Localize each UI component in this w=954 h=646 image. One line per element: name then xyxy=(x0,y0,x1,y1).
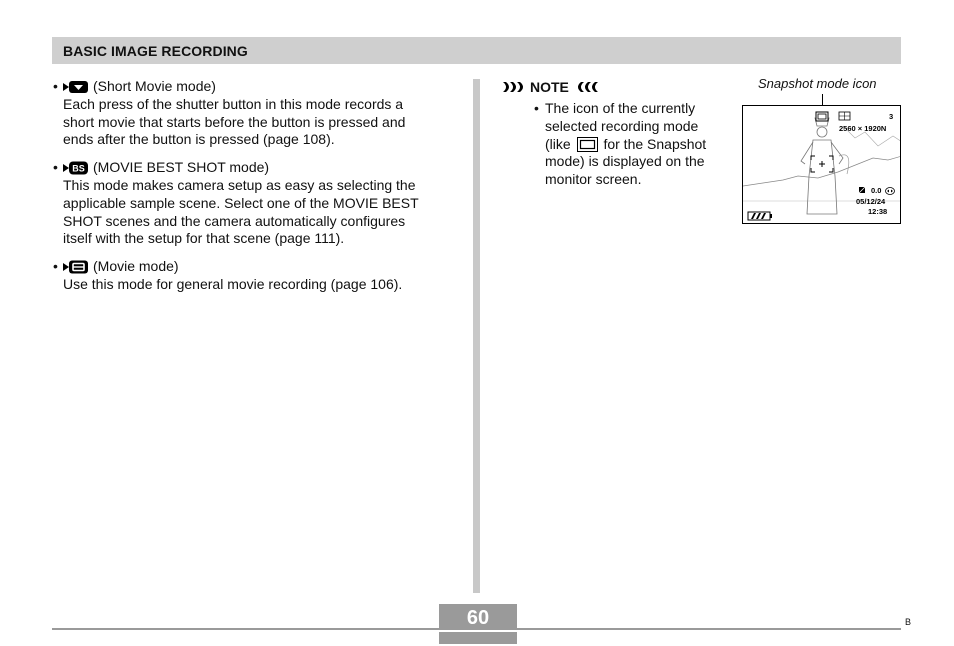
section-title: BASIC IMAGE RECORDING xyxy=(63,43,248,59)
monitor-screen-preview xyxy=(742,105,901,224)
corner-letter: B xyxy=(905,617,912,627)
movie-best-shot-icon xyxy=(63,161,89,175)
time-readout: 12:38 xyxy=(868,207,888,216)
note-right-marks-icon xyxy=(575,81,599,93)
note-left-marks-icon xyxy=(502,81,526,93)
mode-description: Use this mode for general movie recording (page 106). xyxy=(63,275,403,292)
mode-description: Each press of the shutter button in this mode records a short movie that starts before the button is pressed and ends after the button is pressed (page 108). xyxy=(63,95,406,148)
mode-description: This mode makes camera setup as easy as selecting the applicable sample scene. Select one of the MOVIE BEST SHOT scenes and the camera automatically configures itself with the setup for that scene (page 111). xyxy=(63,176,419,247)
snapshot-mode-icon xyxy=(577,137,598,152)
exposure-arrows-icon xyxy=(885,187,895,195)
short-movie-icon xyxy=(63,80,89,94)
movie-mode-icon xyxy=(63,260,89,274)
mode-title: (MOVIE BEST SHOT mode) xyxy=(93,159,270,176)
page-number-box xyxy=(439,604,517,644)
list-item-movie-best-shot: • BS (MOVIE BEST SHOT mode) This mode makes camera setup as easy as selecting the applicable sample scene. Select one of the MOVIE BEST SHOT scenes and the camera automatically configures itself with the setup for that scene (page 111). xyxy=(52,159,452,248)
section-header-bar xyxy=(52,37,901,64)
exposure-value: 0.0 xyxy=(871,186,882,195)
svg-text:BS: BS xyxy=(72,163,85,174)
page-number: 60 xyxy=(466,607,490,629)
mode-title: (Short Movie mode) xyxy=(93,78,216,94)
mode-title: (Movie mode) xyxy=(93,258,179,275)
date-readout: 05/12/24 xyxy=(856,197,886,206)
preview-caption: Snapshot mode icon xyxy=(758,76,877,91)
shots-remaining: 3 xyxy=(889,112,894,121)
list-item-short-movie: • (Short Movie mode) Each press of the shutter button in this mode records a short movie that starts before the button is pressed and ends after the button is pressed (page 108). xyxy=(52,78,452,149)
mode-list xyxy=(52,78,452,304)
list-item-movie-mode: • (Movie mode) Use this mode for general movie recording (page 106). xyxy=(52,258,452,294)
note-heading: NOTE xyxy=(502,78,599,95)
note-body: • The icon of the currently selected recording mode (like for the Snapshot mode) is displayed on the monitor screen. xyxy=(534,100,707,188)
column-divider xyxy=(473,79,480,593)
image-resolution: 2560 × 1920N xyxy=(839,124,887,133)
